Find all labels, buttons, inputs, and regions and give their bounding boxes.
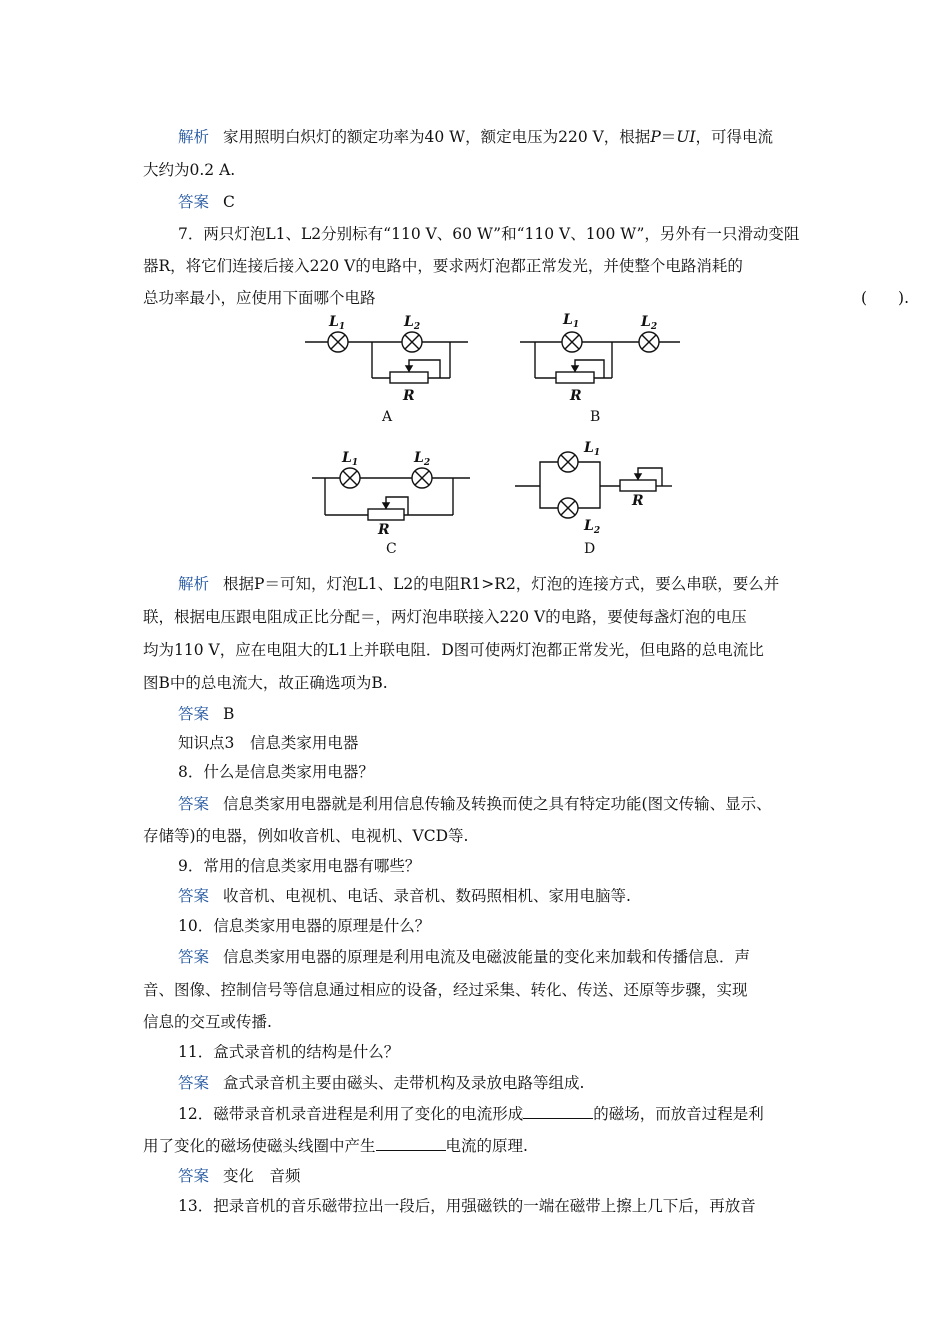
solution-7-line-3: 均为110 V，应在电阻大的L1上并联电阻．D图可使两灯泡都正常发光，但电路的总电流比 — [143, 641, 764, 659]
caption-a: A — [382, 409, 393, 425]
answer-10-line-2: 音、图像、控制信号等信息通过相应的设备，经过采集、转化、传送、还原等步骤，实现 — [143, 981, 748, 999]
question-8: 8．什么是信息类家用电器？ — [178, 763, 374, 781]
answer-tag: 答案 — [178, 705, 210, 723]
answer-8-line-1 — [178, 794, 858, 814]
answer-paren: ( ). — [861, 289, 910, 307]
answer-text: 盒式录音机主要由磁头、走带机构及录放电路等组成. — [223, 1074, 585, 1092]
solution-tag: 解析 — [178, 128, 210, 146]
label-a-r: R — [403, 388, 415, 404]
label-b-r: R — [570, 388, 582, 404]
question-9: 9．常用的信息类家用电器有哪些？ — [178, 857, 421, 875]
solution-7-line-4: 图B中的总电流大，故正确选项为B. — [143, 674, 388, 692]
question-text: 用了变化的磁场使磁头线圈中产生 — [143, 1137, 376, 1155]
formula-p: P — [650, 128, 661, 146]
label-d-l2: $L_2$ — [584, 518, 601, 536]
answer-text: 收音机、电视机、电话、录音机、数码照相机、家用电脑等. — [223, 887, 631, 905]
label-a-l1: $L_1$ — [329, 314, 346, 332]
answer-text: 信息类家用电器就是利用信息传输及转换而使之具有特定功能(图文传输、显示、 — [223, 795, 772, 813]
solution-text-end: ，可得电流 — [695, 128, 773, 146]
question-text: 的磁场，而放音过程是利 — [593, 1105, 764, 1123]
question-11: 11．盒式录音机的结构是什么？ — [178, 1043, 400, 1061]
formula-eq: ＝ — [660, 128, 677, 146]
label-b-l1: $L_1$ — [563, 312, 580, 330]
answer-tag: 答案 — [178, 795, 210, 813]
question-12-line-2 — [143, 1136, 823, 1156]
label-c-l1: $L_1$ — [342, 450, 359, 468]
fill-blank-2[interactable] — [376, 1136, 446, 1151]
question-7-line-2: 器R，将它们连接后接入220 V的电路中，要求两灯泡都正常发光，并使整个电路消耗的 — [143, 257, 743, 275]
answer-tag: 答案 — [178, 948, 210, 966]
section-heading: 知识点3 信息类家用电器 — [178, 734, 359, 752]
question-10: 10．信息类家用电器的原理是什么？ — [178, 917, 431, 935]
circuit-d — [515, 452, 672, 518]
solution-tag: 解析 — [178, 575, 210, 593]
circuit-c — [312, 468, 470, 520]
solution-6-line-2: 大约为0.2 A. — [143, 161, 236, 179]
question-13: 13．把录音机的音乐磁带拉出一段后，用强磁铁的一端在磁带上擦上几下后，再放音 — [178, 1197, 756, 1215]
answer-value: C — [223, 193, 235, 211]
question-7-text: 总功率最小，应使用下面哪个电路 — [143, 289, 376, 307]
question-7-line-1: 7．两只灯泡L1、L2分别标有“110 V、60 W”和“110 V、100 W”，另外有一只滑动变阻 — [178, 225, 800, 243]
answer-text: 变化 音频 — [223, 1167, 301, 1185]
answer-text: 信息类家用电器的原理是利用电流及电磁波能量的变化来加载和传播信息．声 — [223, 948, 751, 966]
caption-c: C — [386, 541, 397, 557]
formula-ui: UI — [676, 128, 696, 146]
question-text: 电流的原理. — [445, 1137, 528, 1155]
label-a-l2: $L_2$ — [404, 314, 421, 332]
label-d-l1: $L_1$ — [584, 440, 601, 458]
answer-12 — [178, 1166, 858, 1186]
label-c-l2: $L_2$ — [414, 450, 431, 468]
answer-tag: 答案 — [178, 193, 210, 211]
caption-b: B — [590, 409, 601, 425]
circuit-b — [520, 332, 680, 383]
answer-11 — [178, 1073, 858, 1093]
answer-tag: 答案 — [178, 887, 210, 905]
circuit-a — [305, 332, 468, 383]
label-c-r: R — [378, 522, 390, 538]
question-12-line-1 — [178, 1104, 858, 1124]
answer-7 — [178, 704, 858, 724]
answer-tag: 答案 — [178, 1167, 210, 1185]
solution-7-line-2: 联，根据电压跟电阻成正比分配＝，两灯泡串联接入220 V的电路，要使每盏灯泡的电压 — [143, 608, 747, 626]
answer-9 — [178, 886, 858, 906]
answer-10-line-1 — [178, 947, 858, 967]
answer-8-line-2: 存储等)的电器，例如收音机、电视机、VCD等. — [143, 827, 469, 845]
fill-blank-1[interactable] — [523, 1104, 593, 1119]
solution-7-line-1 — [178, 574, 858, 594]
circuit-diagrams — [0, 0, 950, 560]
answer-value: B — [223, 705, 235, 723]
label-d-r: R — [632, 493, 644, 509]
answer-10-line-3: 信息的交互或传播. — [143, 1013, 272, 1031]
caption-d: D — [584, 541, 596, 557]
solution-text: 家用照明白炽灯的额定功率为40 W，额定电压为220 V，根据 — [223, 128, 651, 146]
answer-tag: 答案 — [178, 1074, 210, 1092]
label-b-l2: $L_2$ — [641, 314, 658, 332]
solution-text: 根据P＝可知，灯泡L1、L2的电阻R1>R2，灯泡的连接方式，要么串联，要么并 — [223, 575, 780, 593]
question-text: 12．磁带录音机录音进程是利用了变化的电流形成 — [178, 1105, 524, 1123]
